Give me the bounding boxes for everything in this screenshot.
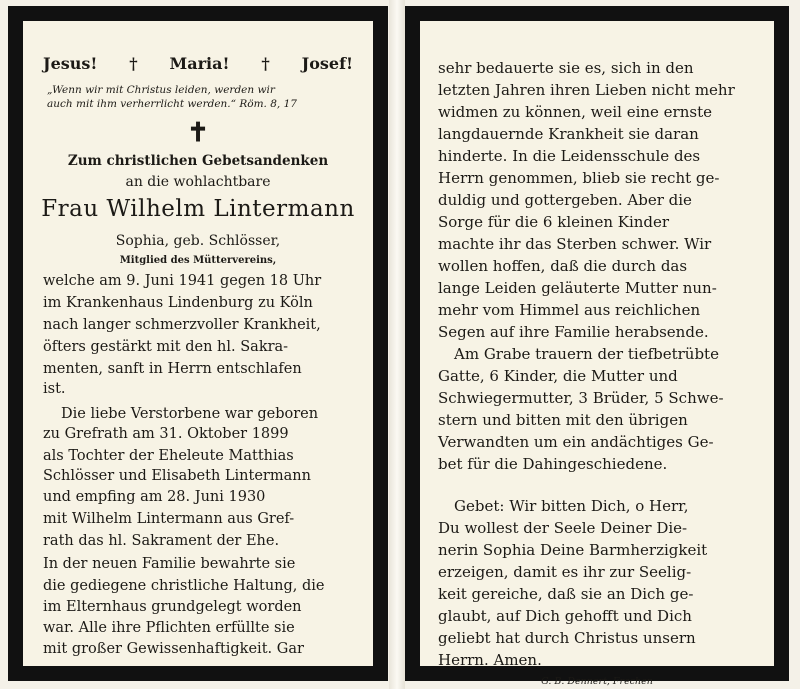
invocation-jesus: Jesus! — [43, 54, 98, 73]
body-line: rath das hl. Sakrament der Ehe. — [43, 533, 280, 549]
body-line: ist. — [43, 381, 66, 397]
deceased-name: Frau Wilhelm Lintermann — [41, 196, 355, 222]
prayer-line: Du wollest der Seele Deiner Die- — [438, 519, 688, 537]
membership: Mitglied des Müttervereins, — [119, 255, 277, 266]
prayer-line: nerin Sophia Deine Barmherzigkeit — [438, 541, 708, 559]
maiden-name: Sophia, geb. Schlösser, — [115, 233, 281, 249]
body-line: mit großer Gewissenhaftigkeit. Gar — [43, 641, 304, 657]
prayer-line: Gebet: Wir bitten Dich, o Herr, — [454, 497, 689, 515]
body-line: und empfing am 28. Juni 1930 — [43, 489, 266, 505]
invocation-josef: Josef! — [301, 54, 353, 73]
body-line: mehr vom Himmel aus reichlichen — [438, 301, 701, 319]
body-line: war. Alle ihre Pflichten erfüllte sie — [43, 620, 295, 636]
body-line: Herrn genommen, blieb sie recht ge- — [438, 169, 720, 187]
body-line: Am Grabe trauern der tiefbetrübte — [454, 345, 719, 363]
body-line: machte ihr das Sterben schwer. Wir — [438, 235, 712, 253]
body-line: Schwiegermutter, 3 Brüder, 5 Schwe- — [438, 389, 724, 407]
body-line: Verwandten um ein andächtiges Ge- — [438, 433, 714, 451]
prayer-line: keit gereiche, daß sie an Dich ge- — [438, 585, 694, 603]
prayer-line: glaubt, auf Dich gehofft und Dich — [438, 607, 692, 625]
body-line: mit Wilhelm Lintermann aus Gref- — [43, 511, 295, 527]
prayer-line: erzeigen, damit es ihr zur Seelig- — [438, 563, 692, 581]
body-line: langdauernde Krankheit sie daran — [438, 125, 699, 143]
body-line: öfters gestärkt mit den hl. Sakra- — [43, 339, 289, 355]
right-card-panel — [405, 6, 789, 687]
printer-credit: G. B. Dennert, Frechen — [541, 676, 653, 687]
body-line: stern und bitten mit den übrigen — [438, 411, 688, 429]
body-line: welche am 9. Juni 1941 gegen 18 Uhr — [43, 273, 322, 289]
body-line: letzten Jahren ihren Lieben nicht mehr — [438, 81, 735, 99]
body-line: bet für die Dahingeschiedene. — [438, 455, 668, 473]
scripture-quote-line-2: auch mit ihm verherrlicht werden.“ Röm. 8, 17 — [47, 98, 297, 110]
body-line: widmen zu können, weil eine ernste — [438, 103, 712, 121]
invocation-cross-2: † — [261, 54, 270, 73]
body-line: hinderte. In die Leidensschule des — [438, 147, 701, 165]
left-card-inner — [23, 21, 373, 666]
body-line: lange Leiden geläuterte Mutter nun- — [438, 279, 717, 297]
prayer-line: geliebt hat durch Christus unsern — [438, 629, 696, 647]
body-line: Sorge für die 6 kleinen Kinder — [438, 213, 670, 231]
invocation-maria: Maria! — [169, 54, 230, 73]
heading-line-2: an die wohlachtbare — [125, 174, 271, 190]
heading-line-1: Zum christlichen Gebetsandenken — [67, 153, 329, 169]
invocation-cross-1: † — [129, 54, 138, 73]
body-line: zu Grefrath am 31. Oktober 1899 — [43, 426, 289, 442]
body-line: duldig und gottergeben. Aber die — [438, 191, 692, 209]
card-fold — [389, 0, 405, 689]
body-line: Schlösser und Elisabeth Lintermann — [43, 468, 311, 484]
body-line: Die liebe Verstorbene war geboren — [61, 406, 319, 422]
right-card-inner — [420, 21, 774, 687]
body-line: Gatte, 6 Kinder, die Mutter und — [438, 367, 678, 385]
scripture-quote-line-1: „Wenn wir mit Christus leiden, werden wir — [47, 84, 275, 96]
body-line: nach langer schmerzvoller Krankheit, — [43, 317, 321, 333]
body-line: im Elternhaus grundgelegt worden — [43, 599, 302, 615]
body-line: sehr bedauerte sie es, sich in den — [438, 59, 694, 77]
prayer-line: Herrn. Amen. — [438, 651, 542, 669]
body-line: im Krankenhaus Lindenburg zu Köln — [43, 295, 313, 311]
body-line: wollen hoffen, daß die durch das — [438, 257, 688, 275]
body-line: In der neuen Familie bewahrte sie — [43, 556, 296, 572]
cross-icon: ✝ — [187, 118, 209, 148]
body-line: die gediegene christliche Haltung, die — [43, 578, 325, 594]
body-line: als Tochter der Eheleute Matthias — [43, 448, 294, 464]
body-line: Segen auf ihre Familie herabsende. — [438, 323, 709, 341]
left-card-panel — [8, 6, 388, 681]
body-line: menten, sanft in Herrn entschlafen — [43, 361, 302, 377]
invocation-line — [23, 54, 373, 73]
